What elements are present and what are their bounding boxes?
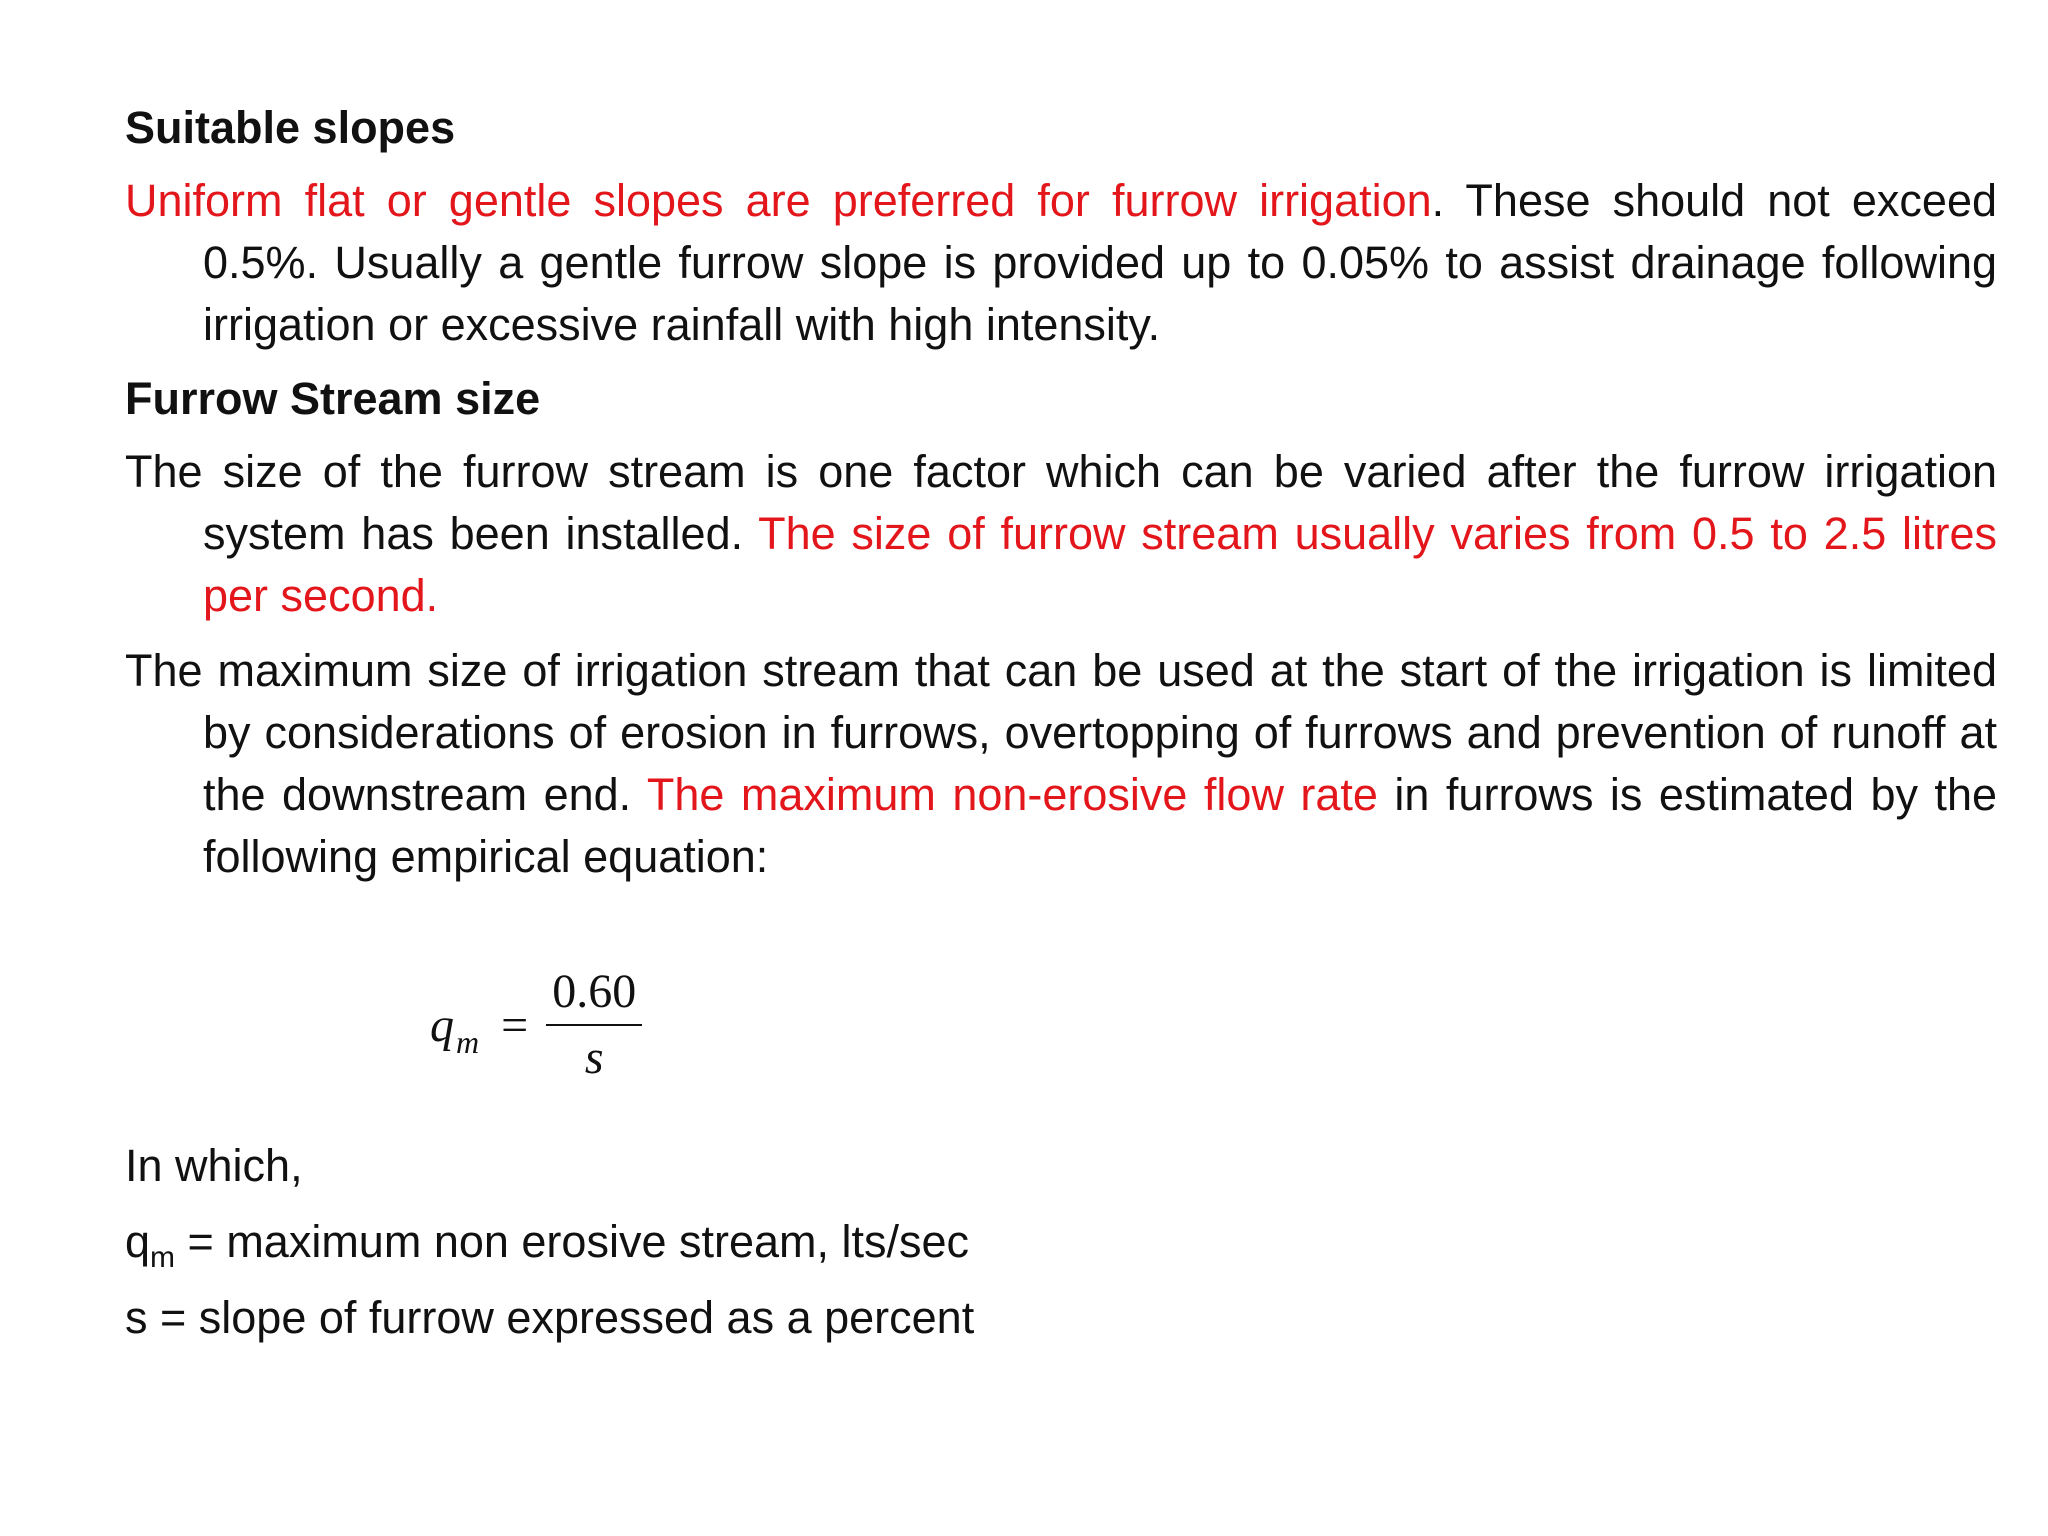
text-slope-limits: . These should not exceed 0.5%. Usually a gentle furrow slope is provided up to 0.05% to assist drainage following irrigation or excessive rainfall with high intensity. bbox=[203, 175, 1997, 350]
definition-qm-text: = maximum non erosive stream, lts/sec bbox=[175, 1216, 970, 1267]
equation-numerator: 0.60 bbox=[552, 965, 637, 1018]
highlight-preferred-slopes: Uniform flat or gentle slopes are preferred for furrow irrigation bbox=[125, 175, 1432, 226]
paragraph-maximum-stream bbox=[125, 640, 1997, 888]
definition-subscript: m bbox=[150, 1241, 176, 1274]
paragraph-stream-size bbox=[125, 441, 1997, 627]
equation-q-symbol: q bbox=[430, 998, 454, 1052]
equation-subscript: m bbox=[456, 1023, 480, 1060]
heading-furrow-stream-size: Furrow Stream size bbox=[125, 373, 541, 424]
text-stream-size-intro: The size of the furrow stream is one factor which can be varied after the furrow irrigation system has been installed. bbox=[125, 446, 1997, 559]
equation-denominator: s bbox=[584, 1031, 604, 1084]
highlight-non-erosive-flow: The maximum non-erosive flow rate bbox=[646, 769, 1378, 820]
equation-fraction bbox=[546, 964, 642, 1086]
paragraph-suitable-slopes bbox=[125, 170, 1997, 356]
text-maximum-stream-intro: The maximum size of irrigation stream that can be used at the start of the irrigation is limited by considerations of erosion in furrows, overtopping of furrows and prevention of runoff at the downstream end. bbox=[125, 645, 1997, 820]
text-equation-lead: in furrows is estimated by the following empirical equation: bbox=[203, 769, 1997, 882]
definition-qm bbox=[125, 1214, 969, 1276]
definition-s: s = slope of furrow expressed as a percent bbox=[125, 1292, 975, 1343]
highlight-stream-range: The size of furrow stream usually varies from 0.5 to 2.5 litres per second. bbox=[203, 508, 1998, 621]
definition-q-symbol: q bbox=[125, 1216, 151, 1267]
equation-max-stream bbox=[430, 955, 642, 1095]
heading-suitable-slopes: Suitable slopes bbox=[125, 102, 456, 153]
definitions-intro: In which, bbox=[125, 1140, 303, 1191]
equation-equals-sign: = bbox=[501, 998, 529, 1052]
equation-lhs bbox=[430, 998, 480, 1060]
